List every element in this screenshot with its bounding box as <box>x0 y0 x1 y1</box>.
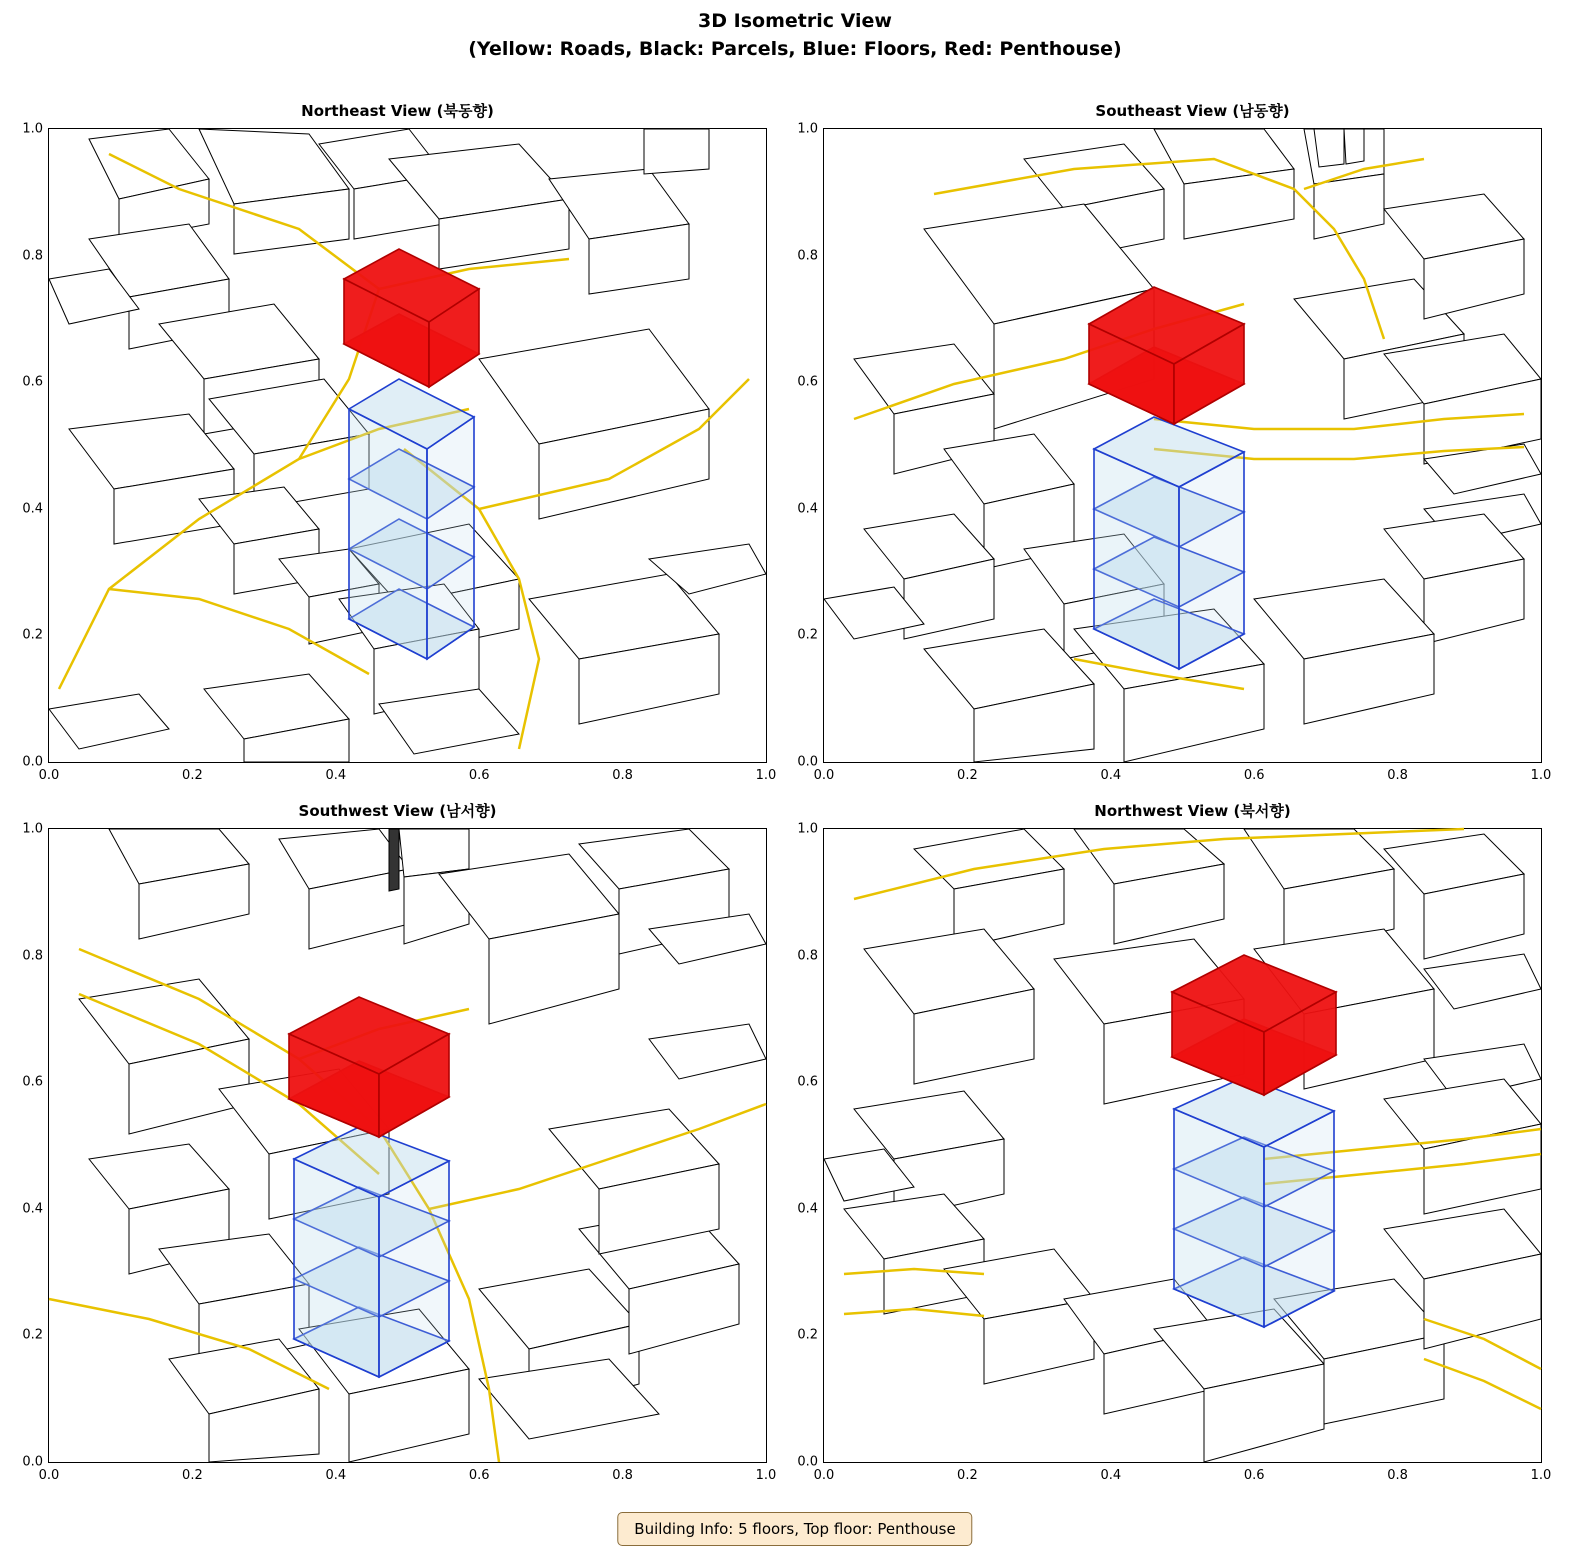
scene-southwest <box>49 829 766 1462</box>
ytick-2: 0.4 <box>797 1201 818 1217</box>
xtick-5: 1.0 <box>755 768 777 783</box>
xtick-0: 0.0 <box>38 768 60 783</box>
ytick-0: 0.0 <box>797 1454 818 1470</box>
ytick-4: 0.8 <box>797 248 818 264</box>
xtick-2: 0.4 <box>325 1468 347 1483</box>
axes-southeast[interactable] <box>797 121 1552 783</box>
building-info-box: Building Info: 5 floors, Top floor: Penthouse <box>617 1512 972 1546</box>
xtick-0: 0.0 <box>813 1468 835 1483</box>
xtick-3: 0.6 <box>468 768 490 783</box>
xtick-2: 0.4 <box>1100 768 1122 783</box>
xtick-0: 0.0 <box>813 768 835 783</box>
ytick-3: 0.6 <box>797 374 818 390</box>
xtick-4: 0.8 <box>612 768 633 783</box>
panel-title-northeast: Northeast View (북동향) <box>301 102 494 120</box>
ytick-1: 0.2 <box>22 1327 43 1343</box>
suptitle-line-2: (Yellow: Roads, Black: Parcels, Blue: Floors, Red: Penthouse) <box>468 37 1122 60</box>
panel-title-northwest: Northwest View (북서향) <box>1094 802 1291 820</box>
xtick-0: 0.0 <box>38 1468 60 1483</box>
panel-northwest <box>795 800 1590 1500</box>
xtick-4: 0.8 <box>612 1468 633 1483</box>
panel-title-southwest: Southwest View (남서향) <box>298 802 497 820</box>
panel-southwest <box>0 800 795 1500</box>
xtick-1: 0.2 <box>957 1468 978 1483</box>
ytick-2: 0.4 <box>797 501 818 517</box>
ytick-5: 1.0 <box>22 821 43 837</box>
ytick-4: 0.8 <box>22 248 43 264</box>
xtick-3: 0.6 <box>1243 768 1265 783</box>
ytick-3: 0.6 <box>797 1074 818 1090</box>
scene-southeast <box>824 129 1541 762</box>
xtick-3: 0.6 <box>468 1468 490 1483</box>
ytick-3: 0.6 <box>22 374 43 390</box>
xtick-4: 0.8 <box>1387 1468 1408 1483</box>
scene-northwest <box>824 829 1541 1462</box>
ytick-1: 0.2 <box>797 627 818 643</box>
ytick-5: 1.0 <box>797 821 818 837</box>
ytick-2: 0.4 <box>22 1201 43 1217</box>
ytick-5: 1.0 <box>797 121 818 137</box>
ytick-3: 0.6 <box>22 1074 43 1090</box>
axes-northeast[interactable] <box>22 121 777 783</box>
axes-southwest[interactable] <box>22 821 777 1483</box>
ytick-0: 0.0 <box>22 1454 43 1470</box>
xtick-2: 0.4 <box>325 768 347 783</box>
scene-northeast <box>49 129 766 762</box>
xtick-3: 0.6 <box>1243 1468 1265 1483</box>
xtick-5: 1.0 <box>1530 1468 1552 1483</box>
xtick-1: 0.2 <box>182 768 203 783</box>
figure-suptitle <box>0 8 1590 63</box>
xtick-1: 0.2 <box>957 768 978 783</box>
xtick-5: 1.0 <box>755 1468 777 1483</box>
ytick-2: 0.4 <box>22 501 43 517</box>
suptitle-line-1: 3D Isometric View <box>698 10 892 32</box>
ytick-1: 0.2 <box>22 627 43 643</box>
ytick-4: 0.8 <box>22 948 43 964</box>
ytick-0: 0.0 <box>22 754 43 770</box>
panel-title-southeast: Southeast View (남동향) <box>1095 102 1290 120</box>
panel-northeast <box>0 100 795 800</box>
panel-southeast <box>795 100 1590 800</box>
panel-grid <box>0 100 1590 1500</box>
ytick-4: 0.8 <box>797 948 818 964</box>
ytick-1: 0.2 <box>797 1327 818 1343</box>
xtick-2: 0.4 <box>1100 1468 1122 1483</box>
ytick-0: 0.0 <box>797 754 818 770</box>
xtick-1: 0.2 <box>182 1468 203 1483</box>
xtick-4: 0.8 <box>1387 768 1408 783</box>
xtick-5: 1.0 <box>1530 768 1552 783</box>
ytick-5: 1.0 <box>22 121 43 137</box>
axes-northwest[interactable] <box>797 821 1552 1483</box>
